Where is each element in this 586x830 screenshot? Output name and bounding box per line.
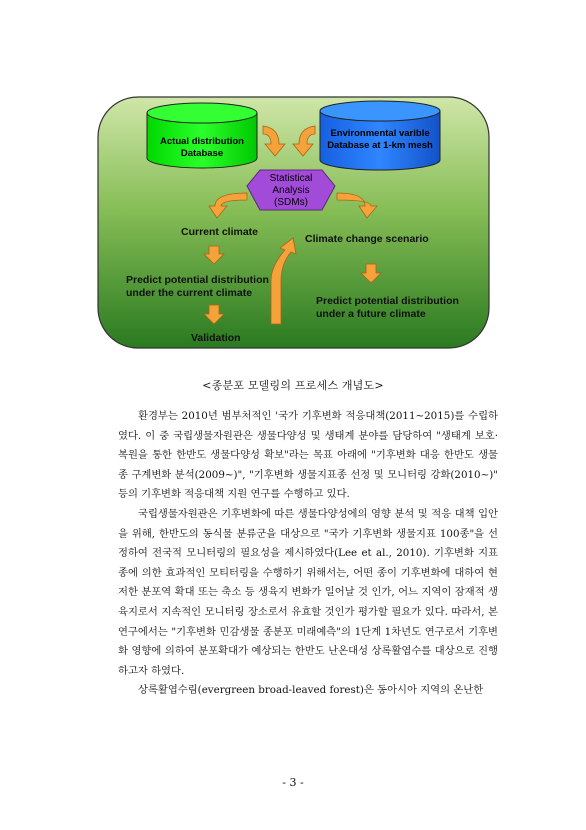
sdm-label: Statistical Analysis (SDMs) [269, 173, 313, 208]
climate-change-scenario-label: Climate change scenario [305, 233, 429, 245]
paragraph-3: 상록활엽수림(evergreen broad-leaved forest)은 동아시아 지역의 온난한 [138, 684, 484, 697]
validation-label: Validation [191, 332, 241, 344]
paragraph-2: 국립생물자원관은 기후변화에 따른 생물다양성에의 영향 분석 및 적응 대책 입안을 위해, 한반도의 동식물 분류군을 대상으로 "국가 기후변화 생물지표 100종"을 선정하여 전국적 모니터링의 필요성을 제시하였다(Lee et al., 2010). 기후변화 지표종에 의한 효과적인 모티터링을 수행하기 위해서는, 어떤 종이 기후변화에 대하여 현저한 분포역 확대 또는 축소 등 생육지 변화가 일어날 것 인가, 어느 지역이 잠재적 생육지로서 지속적인 모니터링 장소로서 유효할 것인가 평가할 필요가 있다. 따라서, 본 연구에서는 "기후변화 민감생물 종분포 미래예측"의 1단계 1차년도 연구로서 기후변화 영향에 의하여 분포확대가 예상되는 한반도 난온대성 상록활엽수를 대상으로 진행하고자 하였다. [118, 507, 498, 677]
environmental-database-label: Environmental varible Database at 1-km mesh [327, 128, 433, 151]
predict-current-label: Predict potential distribution under the current climate [126, 274, 269, 299]
figure-caption: <종분포 모델링의 프로세스 개념도> [202, 379, 384, 392]
body-text [118, 407, 498, 701]
page-number: - 3 - [282, 776, 304, 789]
current-climate-label: Current climate [181, 226, 259, 238]
paragraph-1: 환경부는 2010년 범부처적인 '국가 기후변화 적응대책(2011∼2015)를 수립하였다. 이 중 국립생물자원관은 생물다양성 및 생태계 분야를 담당하여 "생태계 보호·복원을 통한 한반도 생물다양성 확보"라는 목표 아래에 "기후변화 대응 한반도 생물종 구계변화 분석(2009∼)", "기후변화 생물지표종 선정 및 모니터링 강화(2010∼)" 등의 기후변화 적응대책 지원 연구를 수행하고 있다. [118, 410, 498, 501]
predict-future-label: Predict potential distribution under a future climate [316, 295, 459, 320]
actual-database-label: Actual distribution Database [160, 136, 244, 159]
sdm-process-diagram [97, 96, 490, 349]
